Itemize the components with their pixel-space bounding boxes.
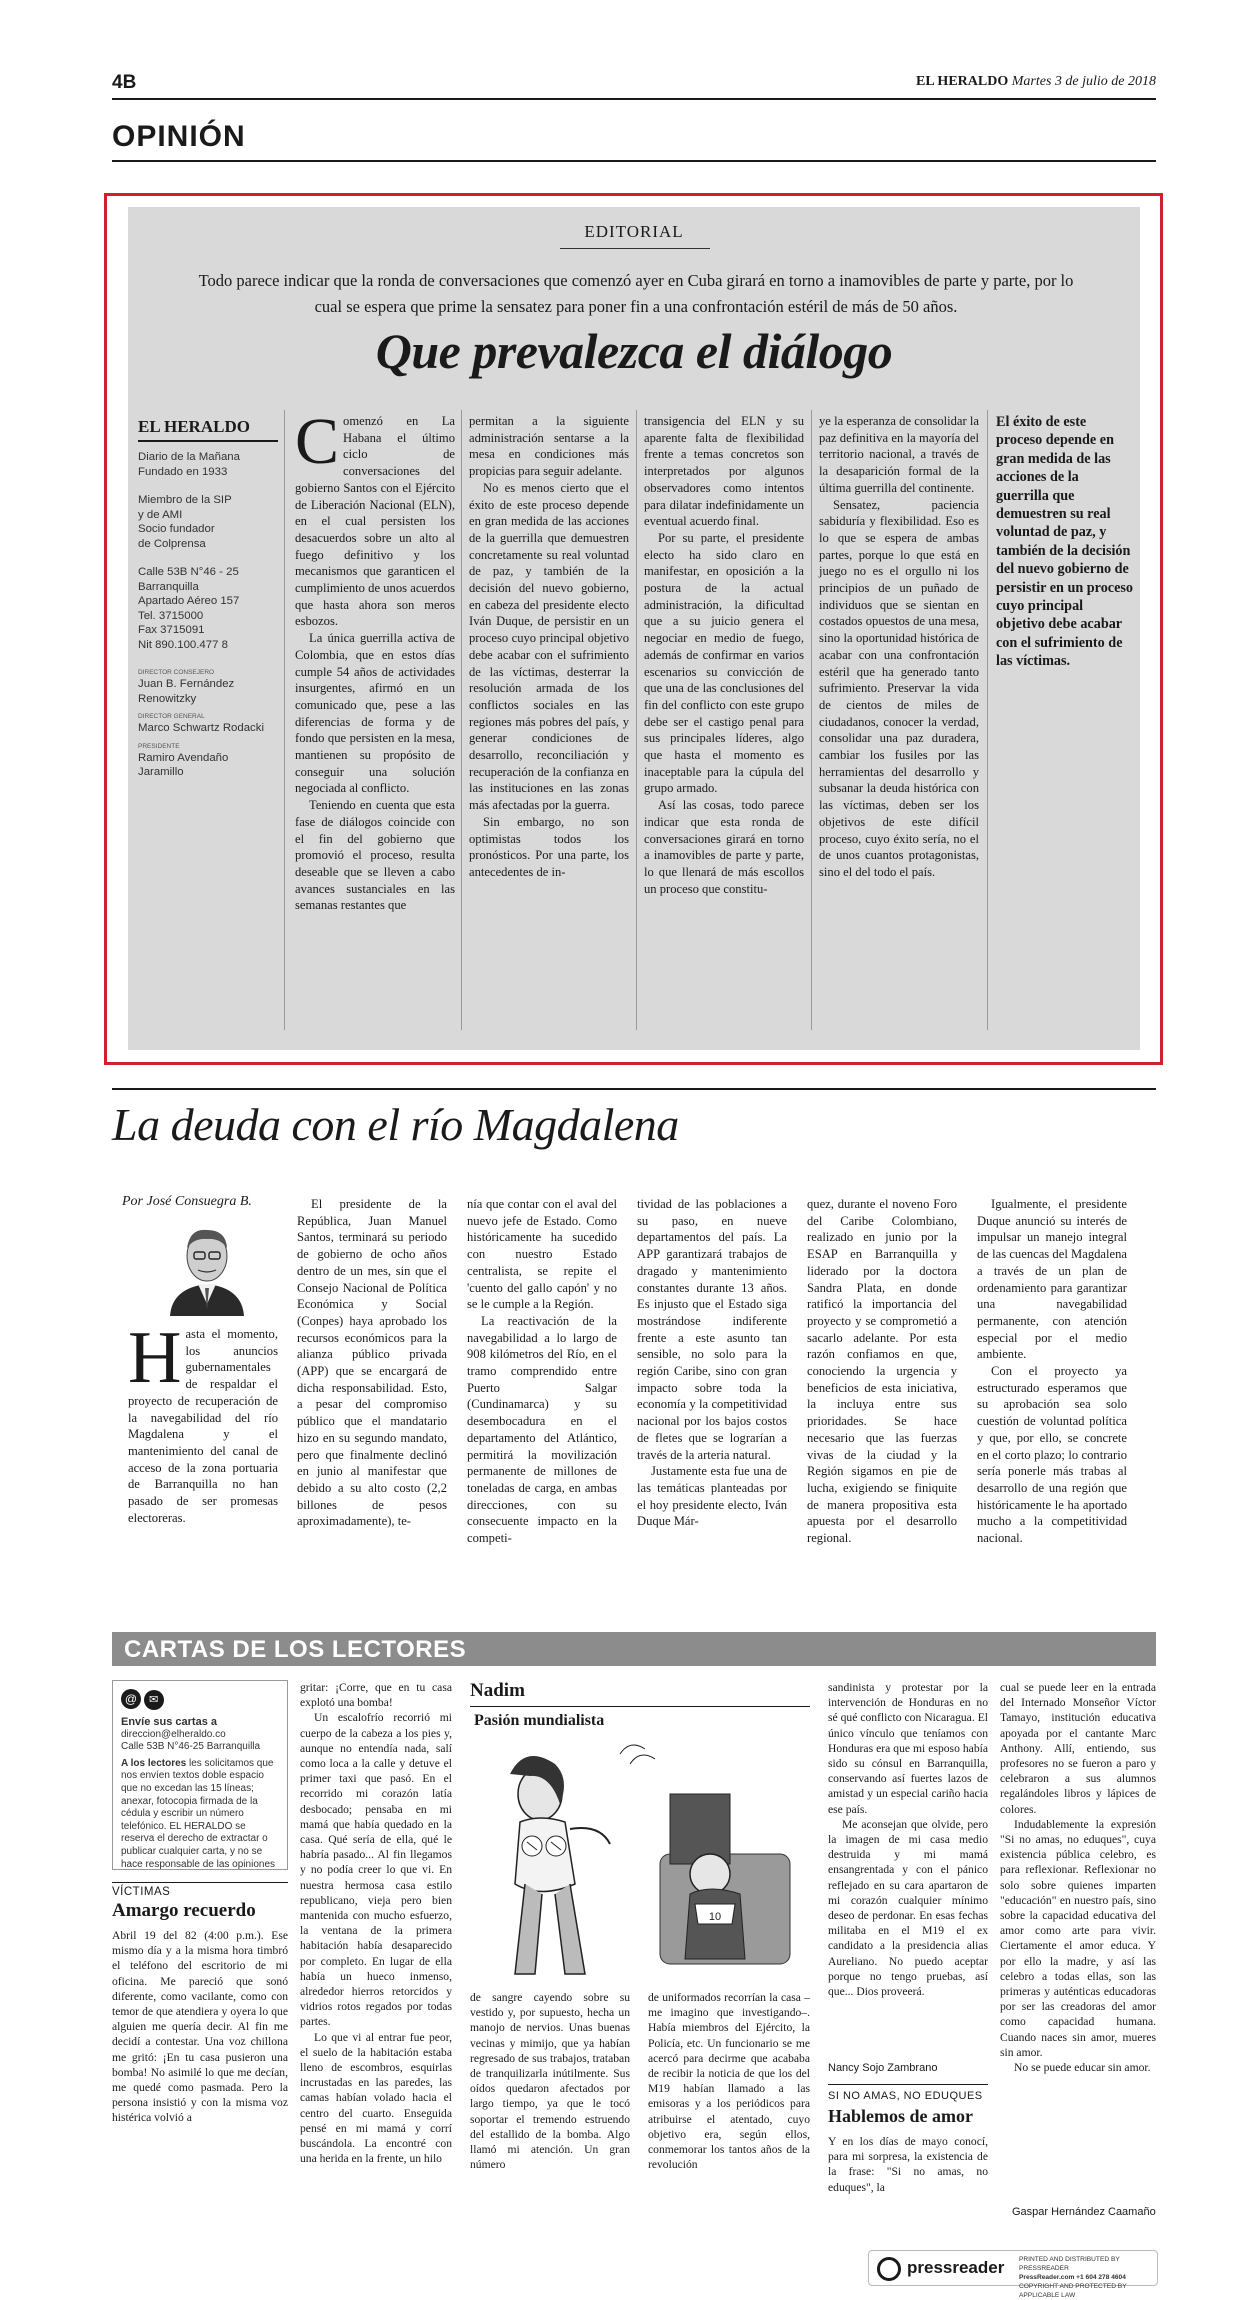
issue-date: Martes 3 de julio de 2018 — [1011, 74, 1156, 89]
masthead-address: Nit 890.100.477 8 — [138, 638, 228, 651]
masthead-line: Fundado en 1933 — [138, 465, 228, 478]
letter2-signature: Gaspar Hernández Caamaño — [1012, 2206, 1156, 2218]
column-rule — [284, 410, 285, 1030]
letter2-kicker-rule — [828, 2084, 988, 2085]
column-paragraph: tividad de las poblaciones a su paso, en nueve departamentos del país. La APP garantizará trabajos de dragado y mantenimiento constantes durante 13 años. Es injusto que el Estado siga mostrándose indiferente frente a este asunto tan sensible, no solo para la región Caribe, sino con gran impacto sobre toda la economía y la competitividad nacional por los bajos costos de fletes que se lograrían a través de la arteria natural. — [637, 1197, 787, 1462]
masthead-address: Tel. 3715000 — [138, 609, 204, 622]
contact-rules-lead: A los lectores — [121, 1757, 187, 1769]
editorial-column-3 — [644, 413, 804, 1033]
masthead-line: Miembro de la SIP — [138, 494, 232, 506]
distribution-line: PRINTED AND DISTRIBUTED BY PRESSREADER — [1019, 2256, 1120, 2272]
editorial-paragraph: Por su parte, el presidente electo ha sido claro en manifestar, en oposición a la postura de la actual administración, la dificultad que a su juicio genera el negociar en medio de fuego, además de confirmar en varios escenarios su convicción de que una de las conclusiones del fin del conflicto con este grupo debe ser el castigo penal para sus principales líderes, algo que hasta el momento es inaceptable para la cúpula del grupo armado. — [644, 530, 804, 796]
column-rule — [636, 410, 637, 1030]
letter1-continuation-2 — [470, 1990, 630, 2242]
column-paragraph: asta el momento, los anuncios gubernamentales de respaldar el proyecto de recuperación de la navegabilidad del río Magdalena y el mantenimiento del canal de acceso de la zona portuaria de Barranquilla no han pasado de ser promesas electoreras. — [128, 1327, 278, 1525]
masthead-address: Fax 3715091 — [138, 624, 205, 636]
column-paragraph: La reactivación de la navegabilidad a lo largo de 908 kilómetros del Río, en el tramo comprendido entre Puerto Salgar (Cundinamarca) y su desembocadura en el departamento del Atlántico, permitirá la movilización permanente de millones de toneladas de carga, en ambas direcciones, con su consecuente impacto en la competi- — [467, 1313, 617, 1546]
editorial-kicker-rule — [560, 248, 710, 249]
letter-paragraph: No se puede educar sin amor. — [1014, 2061, 1151, 2075]
letter2-text — [828, 2134, 988, 2240]
editorial-paragraph: Teniendo en cuenta que esta fase de diálogos coincide con el fin del gobierno que promovió el proceso, resulta deseable que se lleven a cabo avances sustanciales en las semanas restantes que — [295, 798, 455, 913]
masthead-role-name: Juan B. Fernández Renowitzky — [138, 678, 235, 705]
column-text-4 — [637, 1196, 787, 1606]
editorial-column-4 — [819, 413, 979, 1033]
contact-rules-text: les solicitamos que nos envíen textos doble espacio que no excedan las 15 líneas; anexar, fotocopia firmada de la cédula y escribir un número telefónico. EL HERALDO se reserva el derecho de extractar o publicar cualquier carta, y no se hace responsable de las opiniones — [121, 1757, 275, 1870]
editorial-deck: Todo parece indicar que la ronda de conversaciones que comenzó ayer en Cuba girará en torno a inamovibles de parte y parte, por lo cual se espera que prime la sensatez para poner fin a una confrontación estéril de más de 50 años. — [198, 271, 1074, 316]
contact-email[interactable]: direccion@elheraldo.co — [121, 1728, 226, 1740]
column-paragraph: nía que contar con el aval del nuevo jefe de Estado. Como históricamente ha sucedido con nuestro Estado centralista, se repite el 'cuento del gallo capón' y no se le cumple a la Región. — [467, 1197, 617, 1312]
column-paragraph: El presidente de la República, Juan Manuel Santos, terminará su periodo de gobierno de ocho años dentro de un mes, sin que el Consejo Nacional de Política Económica y Social (Conpes) haya aprobado los recursos económicos para la alianza público privada (APP) que se encargará de dicha responsabilidad. Esto, a pesar del compromiso público que el mandatario hizo en su segundo mandato, pero que finalmente declinó en junio al manifestar que debido a su alto costo (2,2 billones de pesos aproximadamente), te- — [297, 1197, 447, 1529]
masthead-line: Socio fundador — [138, 523, 215, 535]
letter-paragraph: Lo que vi al entrar fue peor, el suelo de la habitación estaba lleno de escombros, esquirlas incrustadas en las paredes, las camas habían volado hacia el centro del cuarto. Enseguida pensé en mi mamá y corrí buscándola. La encontré con una herida en la frente, un hilo — [300, 2030, 452, 2166]
editorial-column-2 — [469, 413, 629, 1033]
column-text-3 — [467, 1196, 617, 1606]
section-title: OPINIÓN — [112, 120, 246, 153]
cartoon-image — [470, 1734, 810, 1980]
page-number: 4B — [112, 72, 137, 93]
letter-paragraph: Me aconsejan que olvide, pero la imagen de mi casa medio destruida y mi mamá ensangrentada y con el pánico reflejado en su cara apartaron de mi corazón cualquier mínimo deseo de perdonar. En esas fechas militaba en el M19 el ex candidato a la presidencia alias Aureliano. No puedo aceptar porque no tengo pruebas, así que... Dios proveerá. — [828, 1817, 988, 1999]
editorial-paragraph: omenzó en La Habana el último ciclo de conversaciones del gobierno Santos con el Ejército de Liberación Nacional (ELN), en el cual persisten los desacuerdos sobre un alto al fuego definitivo y los mecanismos que garanticen el cumplimiento de unos acuerdos que hasta ahora son meros esbozos. — [295, 414, 455, 629]
column-text-6 — [977, 1196, 1127, 1606]
editorial-paragraph: Así las cosas, todo parece indicar que esta ronda de conversaciones girará en torno a inamovibles de parte y parte, lo que llenará de más escollos un proceso que constitu- — [644, 798, 804, 896]
letter2-title: Hablemos de amor — [828, 2106, 973, 2126]
masthead-name: EL HERALDO — [138, 416, 278, 442]
column-rule — [461, 410, 462, 1030]
letter2-continuation — [1000, 1680, 1156, 2200]
header-rule — [112, 98, 1156, 100]
pressreader-logo: pressreader — [907, 2258, 1005, 2277]
column-rule — [987, 410, 988, 1030]
letter1-signature: Nancy Sojo Zambrano — [828, 2062, 938, 2074]
column-title: La deuda con el río Magdalena — [112, 1099, 679, 1150]
column-text-5 — [807, 1196, 957, 1606]
letters-contact-box — [112, 1680, 288, 1870]
column-text-1 — [128, 1317, 278, 1606]
column-paragraph: Justamente esta fue una de las temáticas planteadas por el hoy presidente electo, Iván Duque Már- — [637, 1464, 787, 1529]
editorial-paragraph: Sensatez, paciencia sabiduría y flexibilidad. Eso es lo que se espera de ambas partes, porque lo que está en juego no es el orgullo ni los principios de un puñado de individuos que se sientan en costados opuestos de una mesa, sino la oportunidad histórica de acabar con una confrontación estéril que ha generado tanto sufrimiento. Preservar la vida de cientos de miles de ciudadanos, conocer la verdad, consolidar una paz duradera, cambiar los fusiles por las herramientas del desarrollo y subsanar la deuda histórica con las víctimas, deben ser los objetivos de este difícil proceso, cuyo éxito sería, no el de unos cuantos protagonistas, sino el del todo el país. — [819, 497, 979, 879]
letter1-kicker-rule — [112, 1882, 288, 1883]
mail-icon: ✉ — [144, 1690, 164, 1710]
column-top-rule — [112, 1088, 1156, 1090]
contact-rules — [121, 1758, 279, 1871]
letter-paragraph: Abril 19 del 82 (4:00 p.m.). Ese mismo día y a la misma hora timbró el teléfono del escritorio de mi oficina. Me pareció que sonó diferente, como vacilante, como con temor de que atendiera y oyera lo que alguien me quería decir. Al fin me decidí a contestar. Una voz chillona me gritó: ¡En tu casa pusieron una bomba! No asimilé lo que me decían, me quedé como pasmada. Pero la persona insistió y con la misma voz histérica volvió a — [112, 1929, 288, 2125]
editorial-paragraph: permitan a la siguiente administración sentarse a la mesa en condiciones más propicias para seguir adelante. — [469, 414, 629, 479]
pressreader-distribution — [1019, 2255, 1157, 2300]
contact-heading: Envíe sus cartas a — [121, 1716, 218, 1728]
letter-paragraph: Un escalofrío recorrió mi cuerpo de la cabeza a los pies y, aunque no entendía nada, salí como loca a la calle y detuve el primer taxi que pasó. En el recorrido mi corazón latía desbocado; pensaba en mi mamá que había quedado en la casa. Qué sería de ella, qué le habría pasado... Al fin llegamos y no podía creer lo que vi. En nuestra hermosa casa estilo republicano, vieja pero bien mantenida con mucho esfuerzo, la ventana de la primera habitación había desaparecido por completo. En lugar de ella había un hueco inmenso, alrededor hierros retorcidos y vidrios rotos regados por todas partes. — [300, 1711, 452, 2029]
masthead — [138, 416, 278, 780]
distribution-line: COPYRIGHT AND PROTECTED BY APPLICABLE LAW — [1019, 2283, 1127, 2299]
pressreader-badge[interactable] — [868, 2250, 1158, 2299]
author-portrait — [160, 1218, 254, 1316]
column-dropcap: H — [128, 1317, 182, 1399]
cartoon-title: Pasión mundialista — [474, 1712, 605, 1729]
letter1-title: Amargo recuerdo — [112, 1900, 256, 1921]
paper-name: EL HERALDO — [916, 74, 1009, 89]
letters-section-title: CARTAS DE LOS LECTORES — [124, 1636, 467, 1663]
letter1-text — [112, 1928, 288, 2238]
masthead-line: y de AMI — [138, 508, 183, 521]
editorial-dropcap: C — [295, 405, 340, 478]
editorial-paragraph: ye la esperanza de consolidar la paz definitiva en la mayoría del territorio nacional, a través de la desaparición formal de la última guerrilla del continente. — [819, 414, 979, 495]
editorial-paragraph: No es menos cierto que el éxito de este proceso depende en gran medida de las acciones de la guerrilla que demuestren concretamente su real voluntad de paz, y también de la decisión del nuevo gobierno, en cabeza del presidente electo Iván Duque, de persistir en un proceso cuyo principal objetivo debe acabar con el sufrimiento de las víctimas, desterrar la resolución armada de los conflictos sociales en las regiones más pobres del país, y generar condiciones de desarrollo, reconciliación y recuperación de la confianza en las instituciones en las zonas más afectadas por la guerra. — [469, 480, 629, 813]
column-text-2 — [297, 1196, 447, 1606]
masthead-role: DIRECTOR GENERAL — [138, 713, 205, 720]
cartoon-artist: Nadim — [470, 1680, 525, 1701]
letter2-kicker: SI NO AMAS, NO EDUQUES — [828, 2090, 983, 2102]
column-rule — [811, 410, 812, 1030]
column-byline: Por José Consuegra B. — [122, 1194, 252, 1209]
letter1-continuation — [300, 1680, 452, 2240]
editorial-pullquote: El éxito de este proceso depende en gran medida de las acciones de la guerrilla que demuestren su real voluntad de paz, y también de la decisión del nuevo gobierno de persistir en un proceso cuyo principal objetivo debe acabar con el sufrimiento de las víctimas. — [996, 414, 1134, 670]
letter-paragraph: sandinista y protestar por la intervención de Honduras en no sé qué conflicto con Nicaragua. El único vínculo que teníamos con Honduras era que mi esposo había sido su cónsul en Barranquilla, conservando así fuertes lazos de amistad y un especial cariño hacia ese país. — [828, 1681, 988, 1816]
column-paragraph: Con el proyecto ya estructurado esperamos que su aprobación sea solo cuestión de voluntad política y que, por ello, se concrete en el corto plazo; lo contrario sería ponerle más trabas al desarrollo de una región que históricamente le ha aportado mucho a la competitividad nacional. — [977, 1364, 1127, 1546]
editorial-kicker: EDITORIAL — [584, 222, 684, 241]
letter-paragraph: Y en los días de mayo conocí, para mi sorpresa, la existencia de la frase: "Si no amas, no eduques", la — [828, 2135, 988, 2194]
editorial-title: Que prevalezca el diálogo — [375, 323, 893, 379]
letter1-kicker: VÍCTIMAS — [112, 1886, 171, 1898]
masthead-line: Diario de la Mañana — [138, 451, 240, 463]
masthead-line: de Colprensa — [138, 537, 206, 550]
masthead-role-name: Marco Schwartz Rodacki — [138, 722, 264, 734]
section-rule — [112, 160, 1156, 162]
contact-address: Calle 53B N°46-25 Barranquilla — [121, 1741, 261, 1753]
editorial-paragraph: transigencia del ELN y su aparente falta de flexibilidad frente a temas concretos son interpretados por algunos observadores como intentos para dilatar indefinidamente un eventual acuerdo final. — [644, 414, 804, 529]
letter-paragraph: Indudablemente la expresión "Si no amas, no eduques", cuya existencia pública celebro, es para reflexionar. Reflexionar no solo sobre quienes imparten "educación" en nuestro país, sino sobre la capacidad educativa del amor como arte para vivir. Ciertamente el amor educa. Y por ello la madre, y así las celebro a todas ellas, son las primeras y auténticas educadoras por ser las creadoras del amor como capacidad humana. Cuando naces sin amor, mueres sin amor. — [1000, 1817, 1156, 2059]
letter1-continuation-4 — [828, 1680, 988, 2058]
masthead-address: Calle 53B N°46 - 25 — [138, 566, 239, 578]
letter1-continuation-3 — [648, 1990, 810, 2242]
at-icon: @ — [121, 1689, 141, 1709]
pressreader-icon — [877, 2257, 901, 2281]
column-paragraph: quez, durante el noveno Foro del Caribe Colombiano, realizado en junio por la ESAP en Barranquilla y liderado por la doctora Sandra Plata, en donde ratificó la importancia del proyecto y se comprometió a sacarlo adelante. Por esta razón confiamos en que, conociendo la urgencia y beneficios de esta iniciativa, la incluya entre sus prioridades. Se hace necesario que las fuerzas vivas de la ciudad y la Región sigamos en pie de lucha, exigiendo se finiquite de manera propositiva esta apuesta por el desarrollo regional. — [807, 1197, 957, 1546]
editorial-paragraph: La única guerrilla activa de Colombia, que en estos días cumple 54 años de actividades insurgentes, afirmó en un comunicado que, pese a las diferencias de forma y de fondo que persisten en la mesa, mantienen su propósito de conseguir una solución negociada al conflicto. — [295, 631, 455, 796]
masthead-role: DIRECTOR CONSEJERO — [138, 669, 215, 676]
letter-paragraph: cual se puede leer en la entrada del Internado Monseñor Víctor Tamayo, institución educativa apoyada por el cantante Marc Anthony. Allí, entiendo, sus profesores no se fueron a paro y celebraron a sus alumnos regalándoles libros y lápices de colores. — [1000, 1681, 1156, 1816]
distribution-line: PressReader.com +1 604 278 4604 — [1019, 2274, 1126, 2281]
editorial-paragraph: Sin embargo, no son optimistas todos los pronósticos. Por una parte, los antecedentes de in- — [469, 814, 629, 879]
cartoon-rule — [470, 1706, 810, 1707]
editorial-column-1 — [295, 405, 455, 1033]
page-header-info — [916, 74, 1156, 90]
letter-paragraph: de sangre cayendo sobre su vestido y, por supuesto, hecha un manojo de nervios. Unas buenas vecinas y mimijo, que ya habían regresado de sus trabajos, trataban de tranquilizarla inútilmente. Sus oídos quedaron afectados por largo tiempo, ya que le tocó soportar el tremendo estruendo del estallido de la bomba. Algo llamó mi atención. Un gran número — [470, 1991, 630, 2172]
masthead-address: Apartado Aéreo 157 — [138, 595, 240, 607]
masthead-address: Barranquilla — [138, 580, 199, 593]
svg-text:10: 10 — [708, 1911, 722, 1923]
contact-icons — [121, 1689, 279, 1710]
masthead-role: PRESIDENTE — [138, 742, 180, 750]
letter-paragraph: gritar: ¡Corre, que en tu casa explotó una bomba! — [300, 1681, 452, 1710]
column-paragraph: Igualmente, el presidente Duque anunció su interés de impulsar un manejo integral de las cuencas del Magdalena a través de un plan de ordenamiento para garantizar una navegabilidad permanente, con atención especial por el medio ambiente. — [977, 1197, 1127, 1362]
masthead-role-name: Ramiro Avendaño Jaramillo — [138, 751, 229, 778]
letter-paragraph: de uniformados recorrían la casa –me imagino que investigando–. Había miembros del Ejército, la Policía, etc. Un funcionario se me acercó para decirme que acababa de recibir la noticia de que los del M19 habían llamado a las emisoras y a los periódicos para atribuirse el atentado, cuyo objetivo era, según ellos, conmemorar los tantos años de la revolución — [648, 1991, 810, 2172]
